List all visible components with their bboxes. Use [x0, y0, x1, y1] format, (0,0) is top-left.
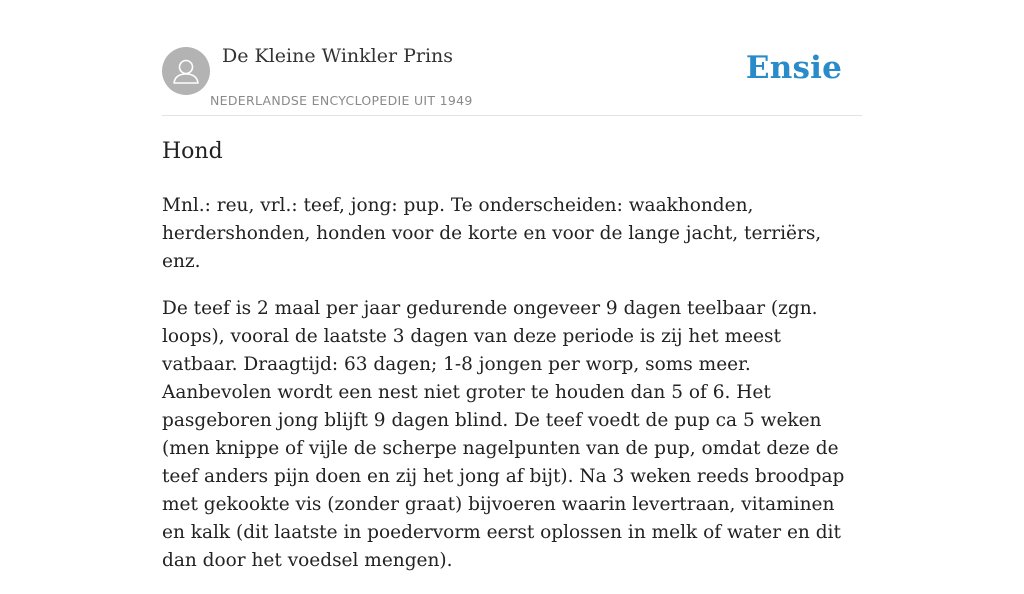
author-subtitle: NEDERLANDSE ENCYCLOPEDIE UIT 1949	[210, 93, 473, 108]
article-paragraph: De teef is 2 maal per jaar gedurende ongeveer 9 dagen teelbaar (zgn. loops), vooral de laatste 3 dagen van deze periode is zij het meest vatbaar. Draagtijd: 63 dagen; 1-8 jongen per worp, soms meer. Aanbevolen wordt een nest niet groter te houden dan 5 of 6. Het pasgeboren jong blijft 9 dagen blind. De teef voedt de pup ca 5 weken (men knippe of vijle de scherpe nagelpunten van de pup, omdat deze de teef anders pijn doen en zij het jong af bijt). Na 3 weken reeds broodpap met gekookte vis (zonder graat) bijvoeren waarin levertraan, vitaminen en kalk (dit laatste in poedervorm eerst oplossen in melk of water en dit dan door het voedsel mengen).	[162, 298, 845, 571]
article-title: Hond	[162, 139, 223, 164]
article-body	[162, 192, 862, 594]
author-name-link[interactable]: De Kleine Winkler Prins	[222, 45, 454, 67]
ensie-logo-link[interactable]: Ensie	[745, 50, 842, 86]
avatar-silhouette-icon	[162, 47, 210, 95]
article-header	[162, 0, 862, 116]
user-avatar-icon[interactable]	[162, 47, 210, 95]
article-paragraph: Mnl.: reu, vrl.: teef, jong: pup. Te onderscheiden: waakhonden, herdershonden, honden voor de korte en voor de lange jacht, terriërs, enz.	[162, 195, 822, 272]
